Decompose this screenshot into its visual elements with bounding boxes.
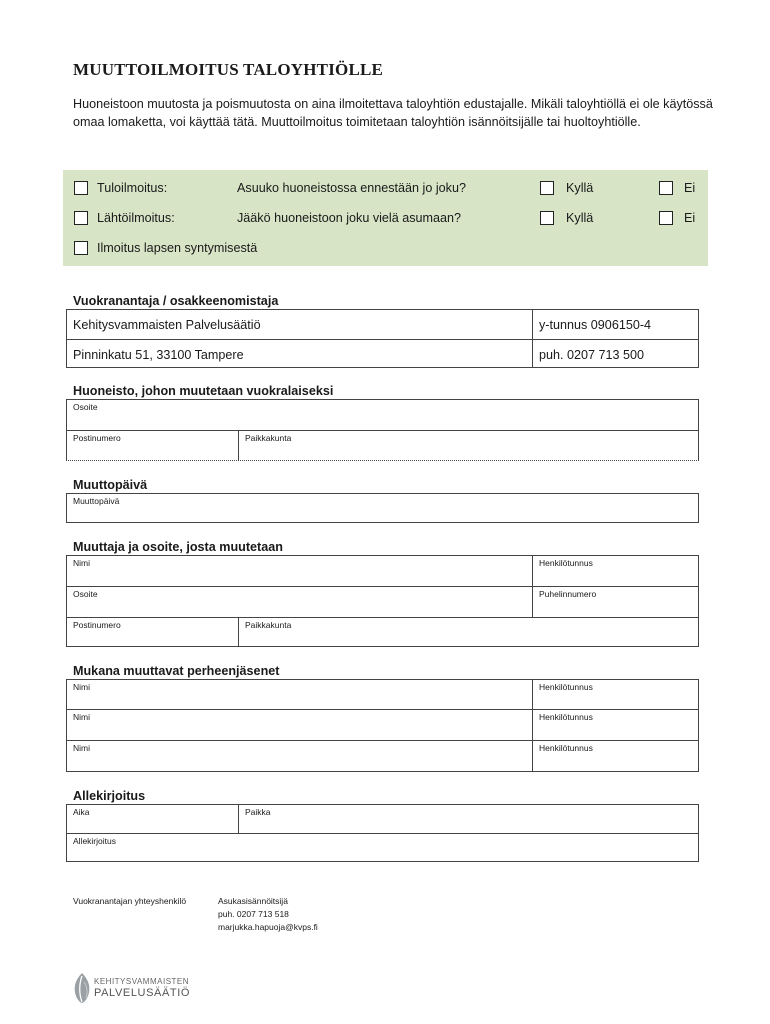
family-name-field[interactable] xyxy=(66,679,533,710)
footer-contact-details xyxy=(218,895,318,934)
intro-text: Huoneistoon muutosta ja poismuutosta on aina ilmoitettava taloyhtiön edustajalle. Mikäli taloyhtiöllä ei ole käytössä omaa lomaketta, voi käyttää tätä. Muuttoilmoitus toimitetaan taloyhtiön isännöitsijälle tai huoltoyhtiölle. xyxy=(73,97,713,129)
landlord-heading: Vuokranantaja / osakkeenomistaja xyxy=(73,294,279,308)
footer-role: Asukasisännöitsijä xyxy=(218,896,288,906)
move-out-question: Jääkö huoneistoon joku vielä asumaan? xyxy=(237,211,462,225)
apartment-city-label: Paikkakunta xyxy=(245,433,292,443)
move-out-yes-label: Kyllä xyxy=(566,211,594,225)
family-ssn-field[interactable] xyxy=(532,740,699,772)
signature-field[interactable] xyxy=(66,833,699,862)
mover-address-label: Osoite xyxy=(73,589,98,599)
move-out-no-checkbox[interactable] xyxy=(659,211,673,225)
move-in-checkbox[interactable] xyxy=(74,181,88,195)
logo-line1: KEHITYSVAMMAISTEN xyxy=(94,977,190,986)
mover-heading: Muuttaja ja osoite, josta muutetaan xyxy=(73,540,283,554)
footer-contact-label: Vuokranantajan yhteyshenkilö xyxy=(73,896,187,906)
family-heading: Mukana muuttavat perheenjäsenet xyxy=(73,664,280,678)
birth-label: Ilmoitus lapsen syntymisestä xyxy=(97,241,258,255)
landlord-id-cell xyxy=(532,309,699,340)
move-out-checkbox[interactable] xyxy=(74,211,88,225)
move-in-question: Asuuko huoneistossa ennestään jo joku? xyxy=(237,181,466,195)
logo-line2: PALVELUSÄÄTIÖ xyxy=(94,987,191,999)
apartment-postal-label: Postinumero xyxy=(73,433,121,443)
signature-place-field[interactable] xyxy=(238,804,699,834)
family-ssn-label: Henkilötunnus xyxy=(539,743,593,753)
family-name-field[interactable] xyxy=(66,709,533,741)
family-name-field[interactable] xyxy=(66,740,533,772)
move-date-label: Muuttopäivä xyxy=(73,496,120,506)
mover-name-label: Nimi xyxy=(73,558,90,568)
apartment-postal-field[interactable] xyxy=(66,430,239,461)
signature-place-label: Paikka xyxy=(245,807,271,817)
move-in-label: Tuloilmoitus: xyxy=(97,181,168,195)
move-date-field[interactable] xyxy=(66,493,699,523)
mover-ssn-label: Henkilötunnus xyxy=(539,558,593,568)
move-out-no-label: Ei xyxy=(684,211,696,225)
signature-label: Allekirjoitus xyxy=(73,836,116,846)
page-title: MUUTTOILMOITUS TALOYHTIÖLLE xyxy=(73,60,384,79)
apartment-address-label: Osoite xyxy=(73,402,98,412)
mover-city-field[interactable] xyxy=(238,617,699,647)
family-name-label: Nimi xyxy=(73,712,90,722)
move-in-yes-label: Kyllä xyxy=(566,181,594,195)
landlord-address: Pinninkatu 51, 33100 Tampere xyxy=(73,348,244,362)
landlord-name: Kehitysvammaisten Palvelusäätiö xyxy=(73,318,261,332)
mover-address-field[interactable] xyxy=(66,586,533,618)
family-ssn-field[interactable] xyxy=(532,679,699,710)
leaf-logo-icon xyxy=(72,972,92,1004)
birth-checkbox[interactable] xyxy=(74,241,88,255)
move-in-no-checkbox[interactable] xyxy=(659,181,673,195)
landlord-name-cell xyxy=(66,309,533,340)
mover-ssn-field[interactable] xyxy=(532,555,699,587)
family-ssn-label: Henkilötunnus xyxy=(539,682,593,692)
footer-phone: puh. 0207 713 518 xyxy=(218,909,289,919)
family-name-label: Nimi xyxy=(73,743,90,753)
mover-phone-field[interactable] xyxy=(532,586,699,618)
landlord-address-cell xyxy=(66,339,533,368)
apartment-heading: Huoneisto, johon muutetaan vuokralaiseksi xyxy=(73,384,334,398)
family-name-label: Nimi xyxy=(73,682,90,692)
move-in-yes-checkbox[interactable] xyxy=(540,181,554,195)
move-in-no-label: Ei xyxy=(684,181,696,195)
move-out-label: Lähtöilmoitus: xyxy=(97,211,175,225)
mover-phone-label: Puhelinnumero xyxy=(539,589,597,599)
family-ssn-field[interactable] xyxy=(532,709,699,741)
landlord-business-id: y-tunnus 0906150-4 xyxy=(539,318,652,332)
landlord-phone: puh. 0207 713 500 xyxy=(539,348,645,362)
signature-heading: Allekirjoitus xyxy=(73,789,146,803)
organization-logo xyxy=(72,970,202,1006)
mover-city-label: Paikkakunta xyxy=(245,620,292,630)
signature-time-field[interactable] xyxy=(66,804,239,834)
notice-type-panel xyxy=(63,170,708,266)
landlord-phone-cell xyxy=(532,339,699,368)
mover-postal-field[interactable] xyxy=(66,617,239,647)
family-ssn-label: Henkilötunnus xyxy=(539,712,593,722)
signature-time-label: Aika xyxy=(73,807,90,817)
apartment-address-field[interactable] xyxy=(66,399,699,431)
move-out-yes-checkbox[interactable] xyxy=(540,211,554,225)
mover-postal-label: Postinumero xyxy=(73,620,121,630)
apartment-city-field[interactable] xyxy=(238,430,699,461)
move-date-heading: Muuttopäivä xyxy=(73,478,148,492)
mover-name-field[interactable] xyxy=(66,555,533,587)
footer-email[interactable]: marjukka.hapuoja@kvps.fi xyxy=(218,922,318,932)
